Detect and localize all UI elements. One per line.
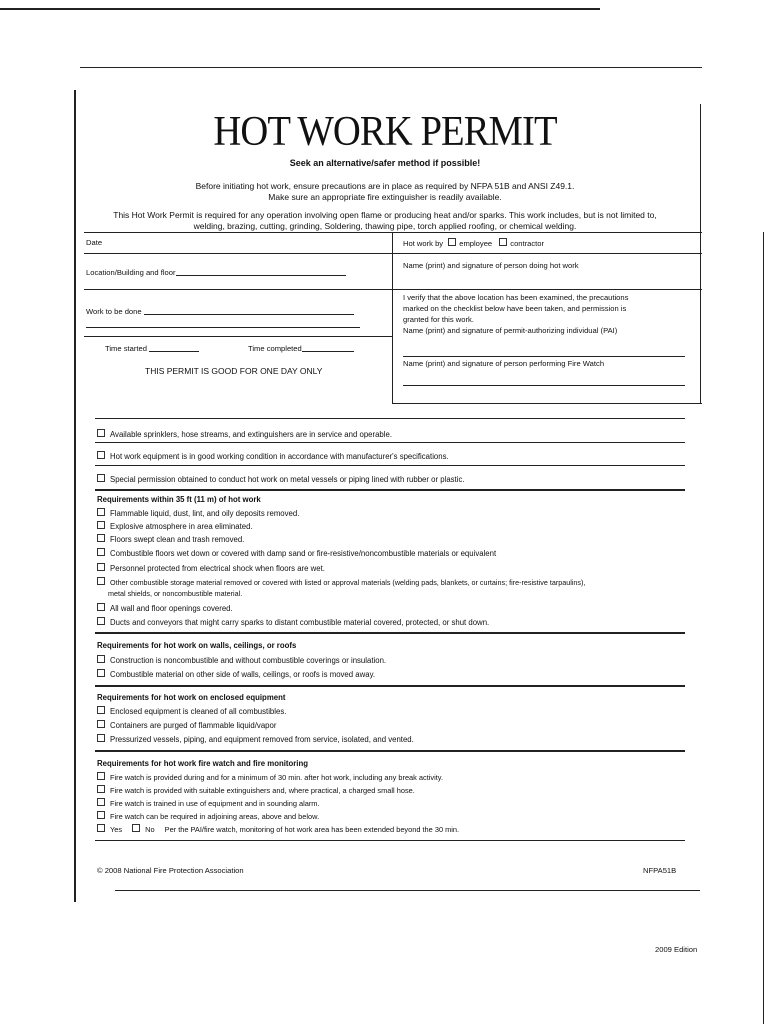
name-doing-hot-work-label: Name (print) and signature of person doing hot work <box>403 261 579 270</box>
work-rule <box>84 336 392 337</box>
checkbox[interactable] <box>97 798 105 806</box>
check-firewatch-2[interactable]: Fire watch is trained in use of equipment and in sounding alarm. <box>97 798 320 808</box>
work-field[interactable] <box>86 307 354 318</box>
checkbox[interactable] <box>97 811 105 819</box>
check-top-2[interactable]: Special permission obtained to conduct hot work on metal vessels or piping lined with rubber or plastic. <box>97 474 465 484</box>
time-completed-field[interactable] <box>248 344 354 355</box>
checkbox[interactable] <box>97 706 105 714</box>
check-walls-0[interactable]: Construction is noncombustible and without combustible coverings or insulation. <box>97 655 386 665</box>
form-bottom-rule <box>392 403 702 404</box>
checkbox[interactable] <box>97 563 105 571</box>
pai-signature-line[interactable] <box>403 356 685 357</box>
date-label: Date <box>86 238 103 247</box>
rule <box>95 465 685 466</box>
check-35ft-4[interactable]: Personnel protected from electrical shock when floors are wet. <box>97 563 325 573</box>
work-line-2 <box>86 327 360 328</box>
yes-label: Yes <box>110 825 123 834</box>
edition: 2009 Edition <box>655 945 698 954</box>
checkbox[interactable] <box>97 429 105 437</box>
extended-monitoring-text: Per the PAI/fire watch, monitoring of hot work area has been extended beyond the 30 min. <box>164 825 460 834</box>
rule <box>95 442 685 443</box>
rule <box>95 632 685 634</box>
no-label: No <box>145 825 155 834</box>
checkbox[interactable] <box>97 785 105 793</box>
check-35ft-1[interactable]: Explosive atmosphere in area eliminated. <box>97 521 253 531</box>
check-35ft-7[interactable]: Ducts and conveyors that might carry sparks to distant combustible material covered, protected, or shut down. <box>97 617 489 627</box>
checkbox[interactable] <box>97 451 105 459</box>
check-firewatch-1[interactable]: Fire watch is provided with suitable extinguishers and, where practical, a charged small hose. <box>97 785 415 795</box>
checkbox[interactable] <box>97 521 105 529</box>
contractor-label: contractor <box>510 239 545 248</box>
date-rule <box>84 253 702 254</box>
check-35ft-0[interactable]: Flammable liquid, dust, lint, and oily deposits removed. <box>97 508 299 518</box>
check-top-0[interactable]: Available sprinklers, hose streams, and extinguishers are in service and operable. <box>97 429 392 439</box>
checkbox[interactable] <box>97 577 105 585</box>
verify-line-2: marked on the checklist below have been taken, and permission is <box>403 304 627 313</box>
rule <box>95 489 685 491</box>
check-top-1[interactable]: Hot work equipment is in good working condition in accordance with manufacturer's specifications. <box>97 451 449 461</box>
location-label: Location/Building and floor <box>86 268 176 277</box>
checkbox[interactable] <box>97 655 105 663</box>
checkbox[interactable] <box>97 474 105 482</box>
time-started-label: Time started <box>105 344 147 353</box>
copyright: © 2008 National Fire Protection Association <box>97 866 244 875</box>
scope-line-1: This Hot Work Permit is required for any operation involving open flame or producing heat and/or sparks. This work includes, but is not limited to, <box>113 210 657 220</box>
page-title: HOT WORK PERMIT <box>213 109 557 155</box>
section-heading-35ft: Requirements within 35 ft (11 m) of hot work <box>97 495 261 504</box>
checkbox[interactable] <box>97 534 105 542</box>
section-heading-firewatch: Requirements for hot work fire watch and fire monitoring <box>97 759 308 768</box>
checkbox[interactable] <box>97 508 105 516</box>
checkbox[interactable] <box>97 772 105 780</box>
employee-checkbox[interactable] <box>448 238 456 246</box>
checkbox[interactable] <box>97 603 105 611</box>
form-code: NFPA51B <box>643 866 677 875</box>
section-heading-walls: Requirements for hot work on walls, ceilings, or roofs <box>97 641 297 650</box>
intro-line-1: Before initiating hot work, ensure precautions are in place as required by NFPA 51B and ANSI Z49.1. <box>195 181 575 191</box>
good-for-notice: THIS PERMIT IS GOOD FOR ONE DAY ONLY <box>145 366 323 376</box>
page-subtitle: Seek an alternative/safer method if possible! <box>289 158 481 168</box>
rule <box>95 840 685 841</box>
check-enclosed-2[interactable]: Pressurized vessels, piping, and equipment removed from service, isolated, and vented. <box>97 734 414 744</box>
check-35ft-3[interactable]: Combustible floors wet down or covered with damp sand or fire-resistive/noncombustible materials or equivalent <box>97 548 496 558</box>
check-firewatch-0[interactable]: Fire watch is provided during and for a minimum of 30 min. after hot work, including any break activity. <box>97 772 443 782</box>
check-35ft-6[interactable]: All wall and floor openings covered. <box>97 603 233 613</box>
contractor-checkbox[interactable] <box>499 238 507 246</box>
time-completed-label: Time completed <box>248 344 302 353</box>
hot-work-by-label: Hot work by <box>403 239 444 248</box>
checklist-top-rule <box>95 418 685 419</box>
header-rule <box>80 67 702 68</box>
form-divider <box>392 232 393 404</box>
check-firewatch-extended <box>97 824 459 834</box>
form-top-rule <box>84 232 702 233</box>
checkbox[interactable] <box>97 669 105 677</box>
check-walls-1[interactable]: Combustible material on other side of walls, ceilings, or roofs is moved away. <box>97 669 375 679</box>
top-rule <box>0 8 600 10</box>
far-right-rule <box>763 232 764 1024</box>
location-rule <box>84 289 702 290</box>
checkbox[interactable] <box>97 548 105 556</box>
intro-line-2: Make sure an appropriate fire extinguisher is readily available. <box>268 192 502 202</box>
verify-line-3: granted for this work. <box>403 315 474 324</box>
checkbox[interactable] <box>97 617 105 625</box>
check-enclosed-0[interactable]: Enclosed equipment is cleaned of all combustibles. <box>97 706 286 716</box>
scope-line-2: welding, brazing, cutting, grinding, Soldering, thawing pipe, torch applied roofing, or chemical welding. <box>193 221 577 231</box>
fire-watch-signature-line[interactable] <box>403 385 685 386</box>
time-started-field[interactable] <box>105 344 199 355</box>
location-field[interactable] <box>86 268 346 279</box>
employee-label: employee <box>459 239 493 248</box>
check-35ft-2[interactable]: Floors swept clean and trash removed. <box>97 534 244 544</box>
work-label: Work to be done <box>86 307 142 316</box>
pai-label: Name (print) and signature of permit-authorizing individual (PAI) <box>403 326 618 335</box>
hot-work-by-row <box>403 238 544 250</box>
check-35ft-5-cont: metal shields, or noncombustible material. <box>108 589 243 598</box>
rule <box>95 685 685 687</box>
rule <box>95 750 685 752</box>
check-firewatch-3[interactable]: Fire watch can be required in adjoining areas, above and below. <box>97 811 319 821</box>
footer-rule <box>115 890 700 891</box>
check-enclosed-1[interactable]: Containers are purged of flammable liquid/vapor <box>97 720 276 730</box>
yes-checkbox[interactable] <box>97 824 105 832</box>
section-heading-enclosed: Requirements for hot work on enclosed equipment <box>97 693 286 702</box>
checkbox[interactable] <box>97 734 105 742</box>
checkbox[interactable] <box>97 720 105 728</box>
no-checkbox[interactable] <box>132 824 140 832</box>
check-35ft-5[interactable]: Other combustible storage material removed or covered with listed or approval materials (welding pads, blankets, or curtains; fire-resistive tarpaulins), <box>97 577 585 587</box>
verify-line-1: I verify that the above location has been examined, the precautions <box>403 293 629 302</box>
fire-watch-label: Name (print) and signature of person performing Fire Watch <box>403 359 605 368</box>
